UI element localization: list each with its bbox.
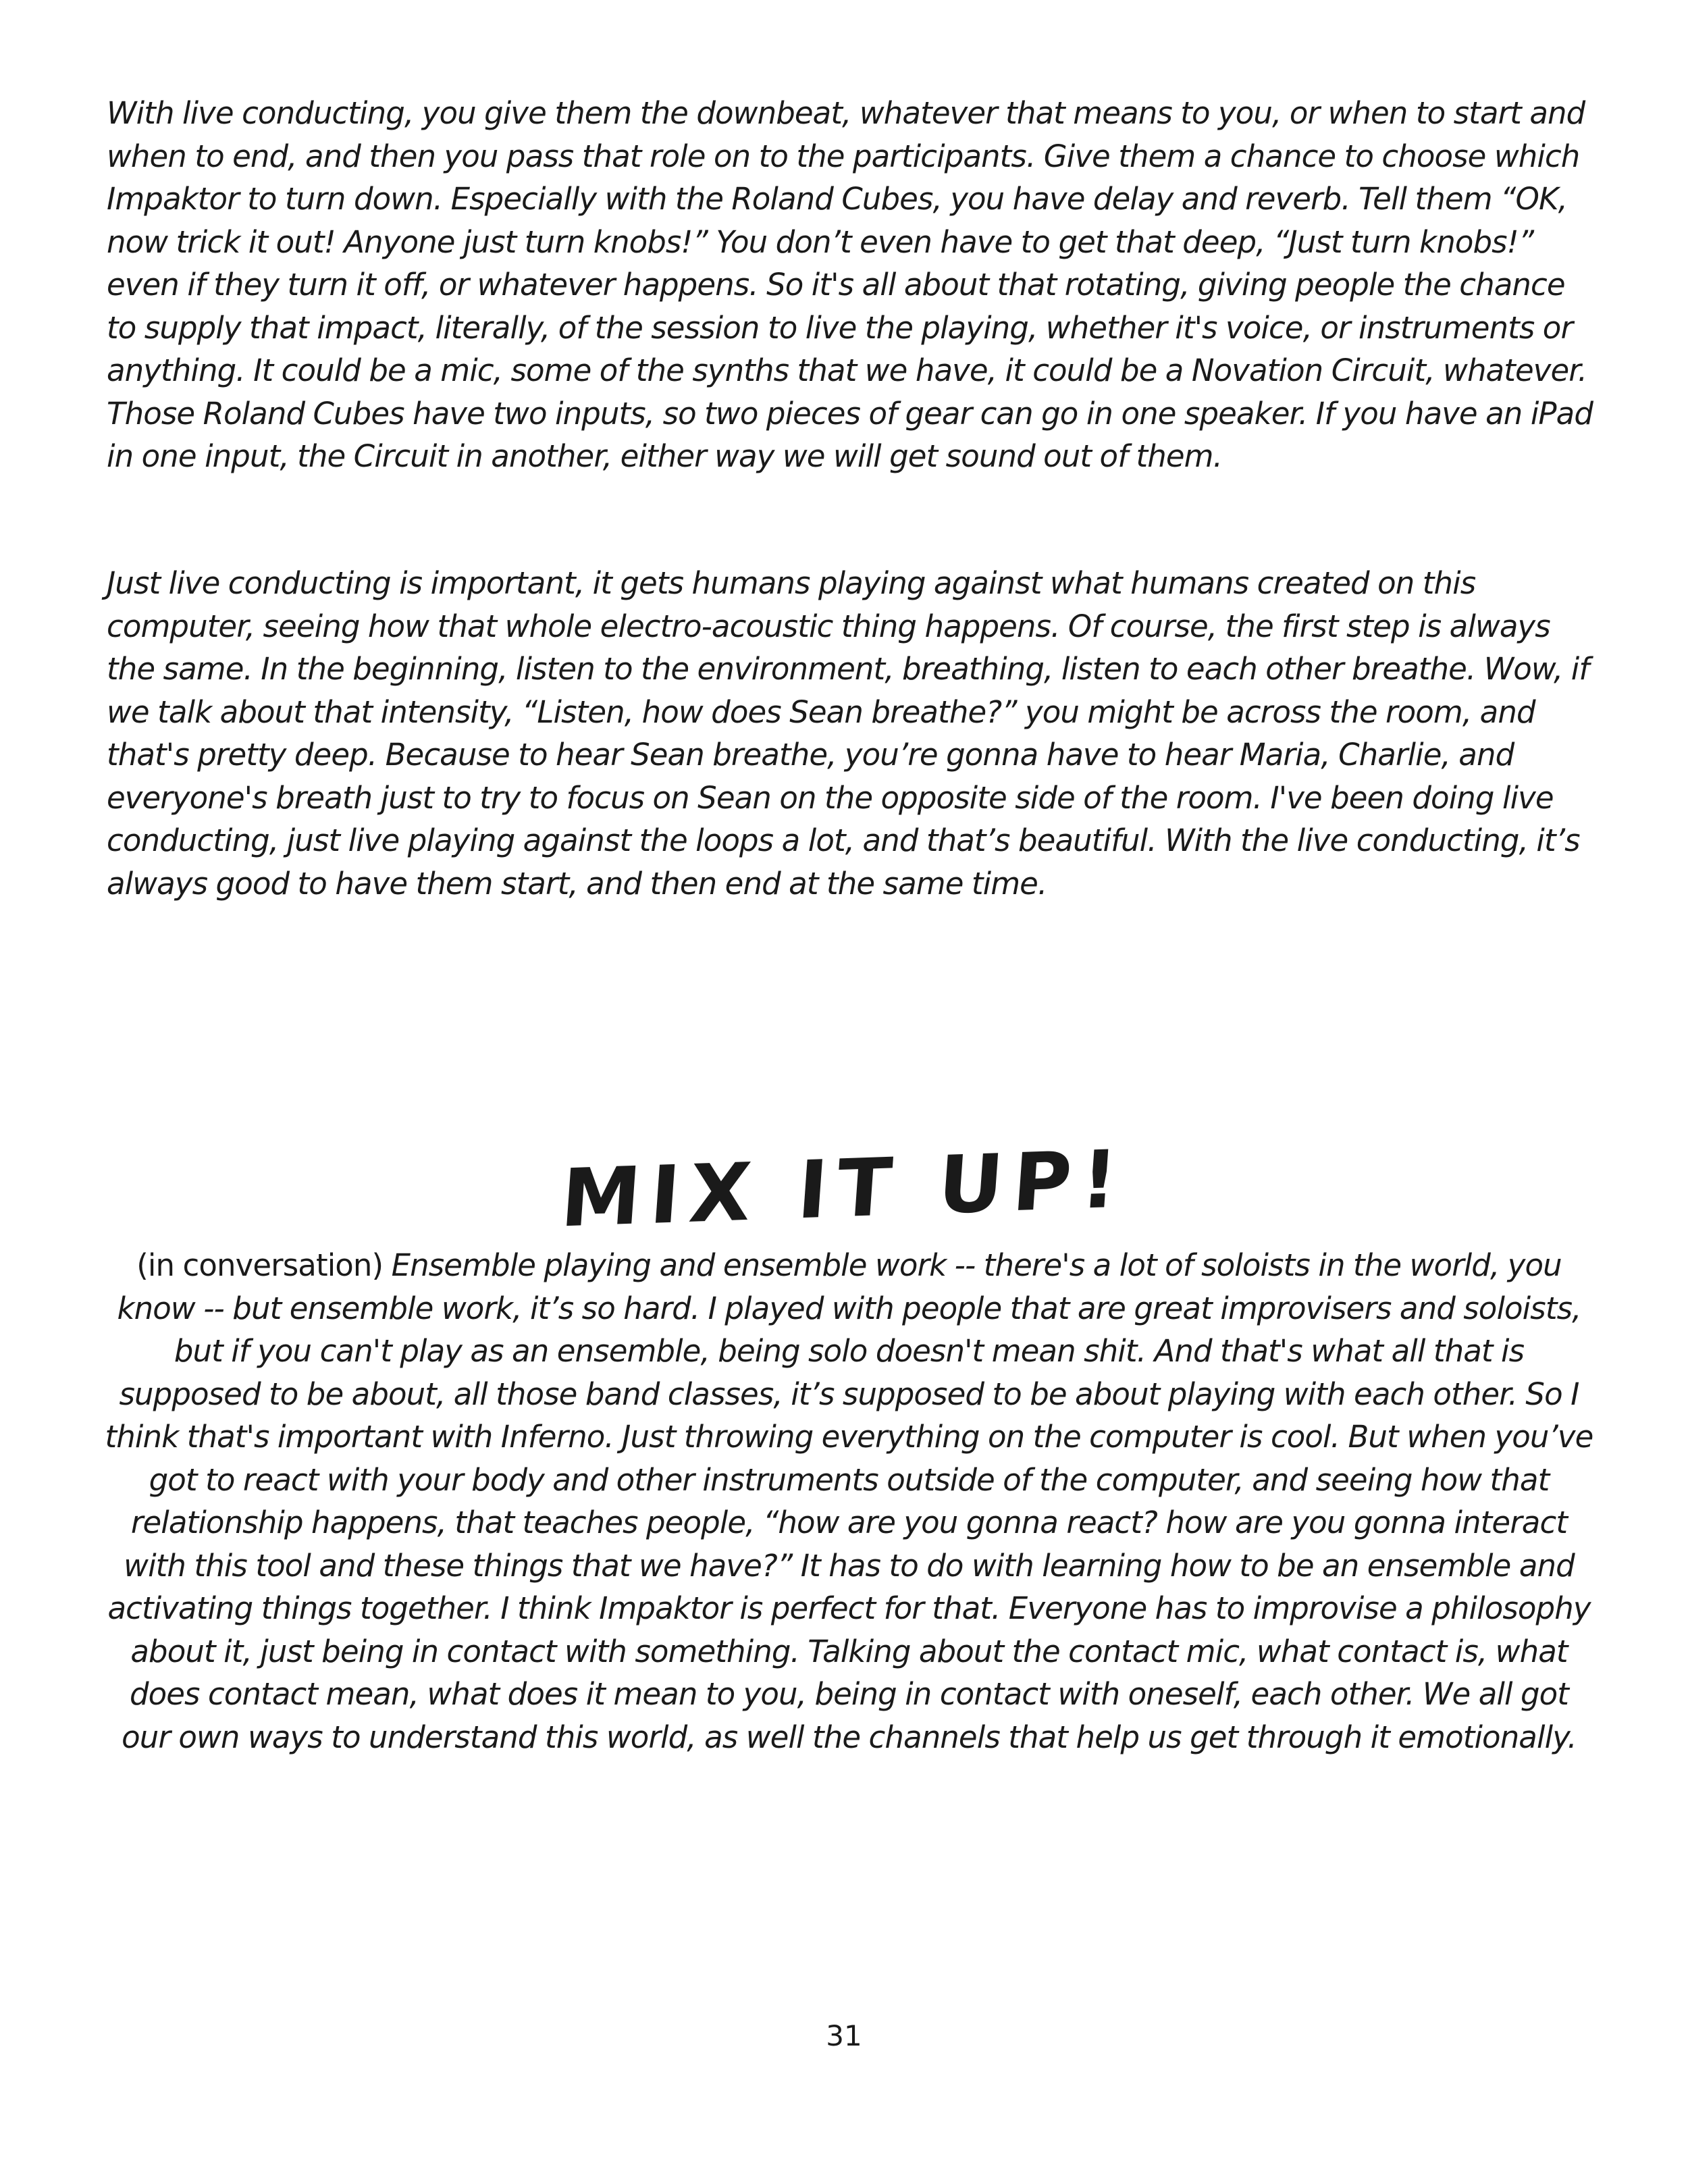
section-paragraph-text: Ensemble playing and ensemble work -- there's a lot of soloists in the world, you know -- but ensemble work, it’s so hard. I played with people that are great improvisers and soloists, but if you can't play as an ensemble, being solo doesn't mean shit. And that's what all that is supposed to be about, all those band classes, it’s supposed to be about playing with each other. So I think that's important with Inferno. Just throwing everything on the computer is cool. But when you’ve got to react with your body and other instruments outside of the computer, and seeing how that relationship happens, that teaches people, “how are you gonna react? how are you gonna interact with this tool and these things that we have?” It has to do with learning how to be an ensemble and activating things together. I think Impaktor is perfect for that. Everyone has to improvise a philosophy about it, just being in contact with something. Talking about the contact mic, what contact is, what does contact mean, what does it mean to you, being in contact with oneself, each other. We all got our own ways to understand this world, as well the channels that help us get through it emotionally. bbox=[105, 1247, 1593, 1755]
body-paragraph-1: With live conducting, you give them the downbeat, whatever that means to you, or when to start and when to end, and then you pass that role on to the participants. Give them a chance to choose which Impaktor to turn down. Especially with the Roland Cubes, you have delay and reverb. Tell them “OK, now trick it out! Anyone just turn knobs!” You don’t even have to get that deep, “Just turn knobs!” even if they turn it off, or whatever happens. So it's all about that rotating, giving people the chance to supply that impact, literally, of the session to live the playing, whether it's voice, or instruments or anything. It could be a mic, some of the synths that we have, it could be a Novation Circuit, whatever. Those Roland Cubes have two inputs, so two pieces of gear can go in one speaker. If you have an iPad in one input, the Circuit in another, either way we will get sound out of them. bbox=[107, 95, 1593, 474]
page-number: 31 bbox=[826, 2019, 862, 2052]
section-heading: MIX IT UP! bbox=[558, 1132, 1130, 1245]
section-paragraph bbox=[105, 1244, 1593, 1759]
section-lead-in: (in conversation) bbox=[136, 1247, 392, 1283]
body-paragraph-2: Just live conducting is important, it gets humans playing against what humans created on this computer, seeing how that whole electro-acoustic thing happens. Of course, the first step is always the same. In the beginning, listen to the environment, breathing, listen to each other breathe. Wow, if we talk about that intensity, “Listen, how does Sean breathe?” you might be across the room, and that's pretty deep. Because to hear Sean breathe, you’re gonna have to hear Maria, Charlie, and everyone's breath just to try to focus on Sean on the opposite side of the room. I've been doing live conducting, just live playing against the loops a lot, and that’s beautiful. With the live conducting, it’s always good to have them start, and then end at the same time. bbox=[107, 565, 1589, 902]
